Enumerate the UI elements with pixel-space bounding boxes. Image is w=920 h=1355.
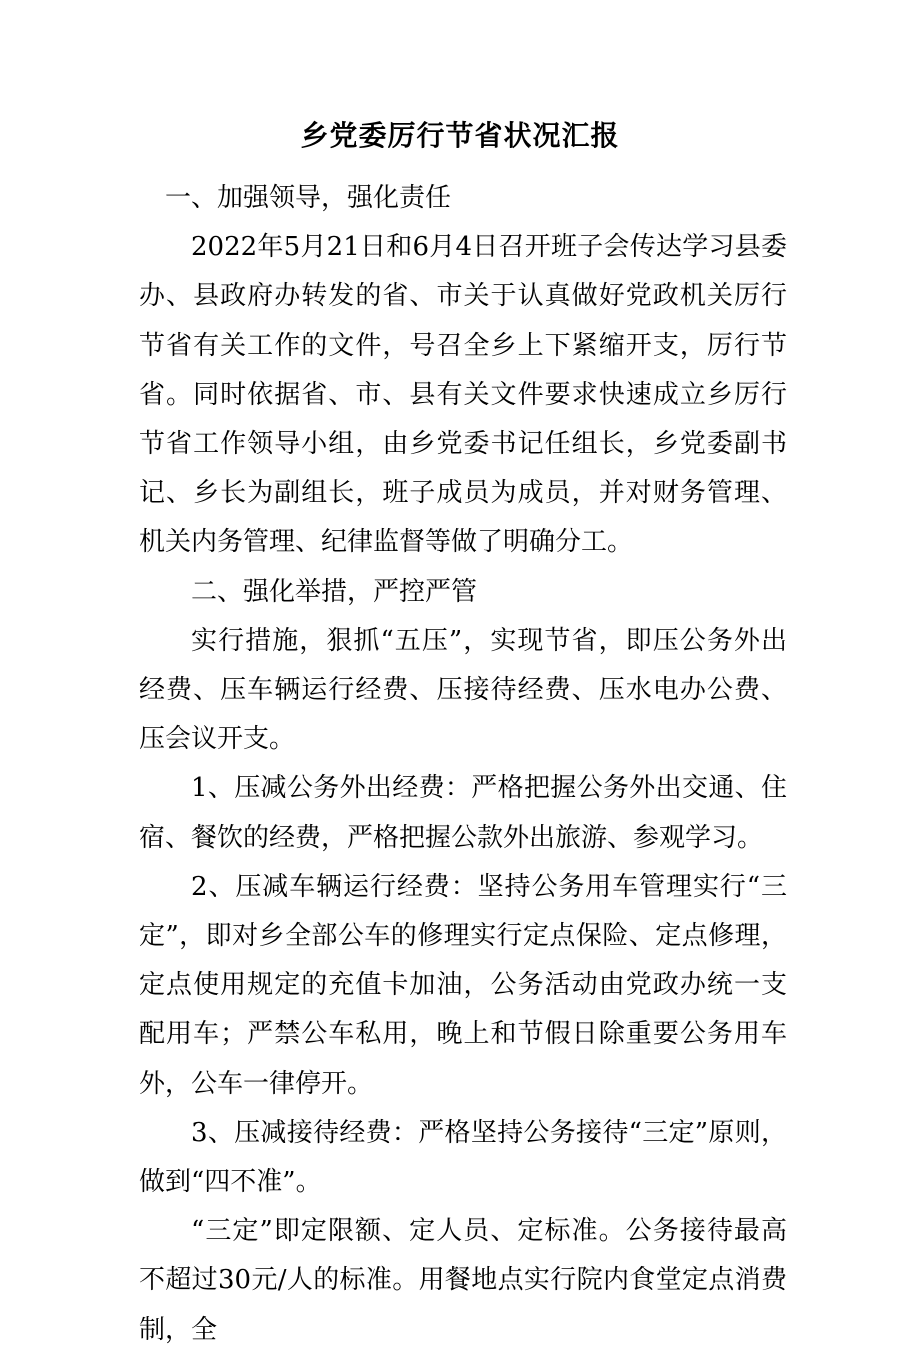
section-heading-2: 二、强化举措，严控严管 <box>191 576 478 607</box>
paragraph-item-2: 2、压减车辆运行经费：坚持公务用车管理实行“三定”，即对乡全部公车的修理实行定点保险、定点修理，定点使用规定的充值卡加油，公务活动由党政办统一支配用车；严禁公车私用，晚上和节假日除重要公务用车外，公车一律停开。 <box>139 871 787 1099</box>
section-heading-1: 一、加强领导，强化责任 <box>165 183 452 213</box>
document-title: 乡党委厉行节省状况汇报 <box>300 119 620 152</box>
document-body <box>139 174 787 1355</box>
paragraph-five-cuts: 实行措施，狠抓“五压”，实现节省，即压公务外出经费、压车辆运行经费、压接待经费、压水电办公费、压会议开支。 <box>139 625 787 755</box>
paragraph-meeting: 2022年5月21日和6月4日召开班子会传达学习县委办、县政府办转发的省、市关于认真做好党政机关厉行节省有关工作的文件，号召全乡上下紧缩开支，厉行节省。同时依据省、市、县有关文件要求快速成立乡厉行节省工作领导小组，由乡党委书记任组长，乡党委副书记、乡长为副组长，班子成员为成员，并对财务管理、机关内务管理、纪律监督等做了明确分工。 <box>139 232 787 558</box>
paragraph-item-3: 3、压减接待经费：严格坚持公务接待“三定”原则，做到“四不准”。 <box>139 1117 787 1198</box>
paragraph-three-fixed: “三定”即定限额、定人员、定标准。公务接待最高不超过30元/人的标准。用餐地点实行院内食堂定点消费制，全 <box>139 1216 787 1345</box>
paragraph-item-1: 1、压减公务外出经费：严格把握公务外出交通、住宿、餐饮的经费，严格把握公款外出旅游、参观学习。 <box>139 773 787 853</box>
